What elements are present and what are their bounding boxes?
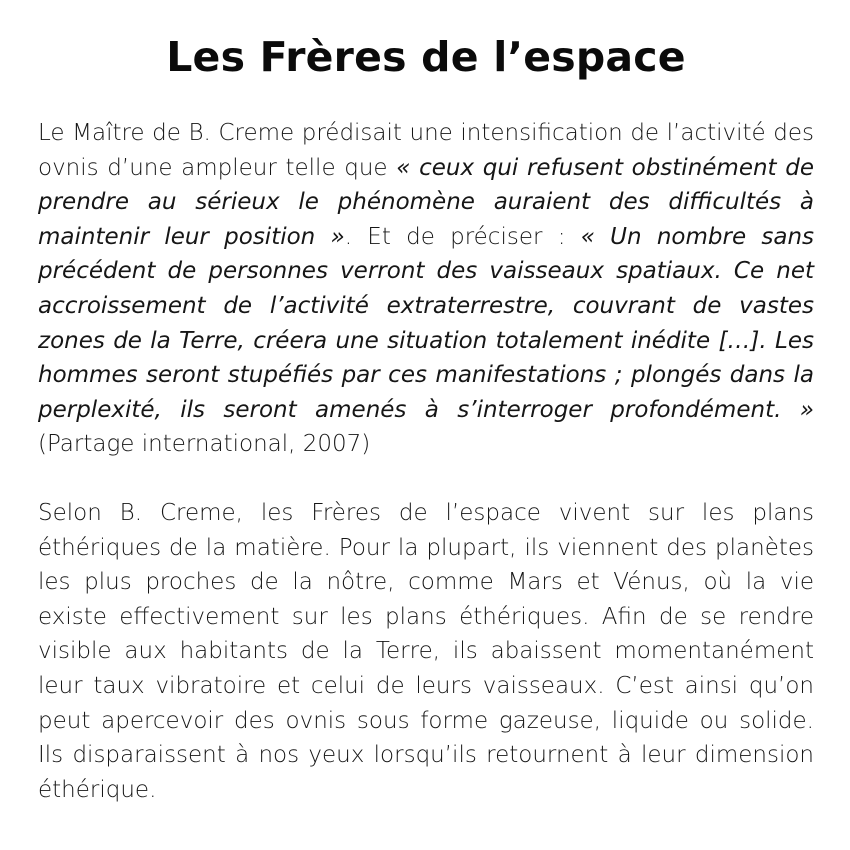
page-title: Les Frères de l’espace [166,33,686,81]
paragraph-connector-text: . Et de préciser : [344,223,581,250]
paragraph-prediction [38,116,814,462]
citation-source: (Partage international, 2007) [38,431,371,458]
quote-refusal: « ceux qui refusent obstinément de prendre au sérieux le phénomène auraient des difficultés à maintenir leur position » [38,154,814,250]
paragraph-space-brothers: Selon B. Creme, les Frères de l’espace vivent sur les plans éthériques de la matière. Pour la plupart, ils viennent des planètes les plus proches de la nôtre, comme Mars et Vénus, où la vie existe effectivement sur les plans éthériques. Afin de se rendre visible aux habitants de la Terre, ils abaissent momentanément leur taux vibratoire et celui de leurs vaisseaux. C’est ainsi qu’on peut apercevoir des ovnis sous forme gazeuse, liquide ou solide. Ils disparaissent à nos yeux lorsqu’ils retournent à leur dimension éthérique. [38,499,814,803]
paragraph-intro-text: Le Maître de B. Creme prédisait une intensification de l’activité des ovnis d’une ampleur telle que [38,120,814,181]
quote-spacecraft: « Un nombre sans précédent de personnes verront des vaisseaux spatiaux. Ce net accroissement de l’activité extraterrestre, couvrant de vastes zones de la Terre, créera une situation totalement inédite […]. Les hommes seront stupéfiés par ces manifestations ; plongés dans la perplexité, ils seront amenés à s’interroger profondément. » [38,223,815,423]
